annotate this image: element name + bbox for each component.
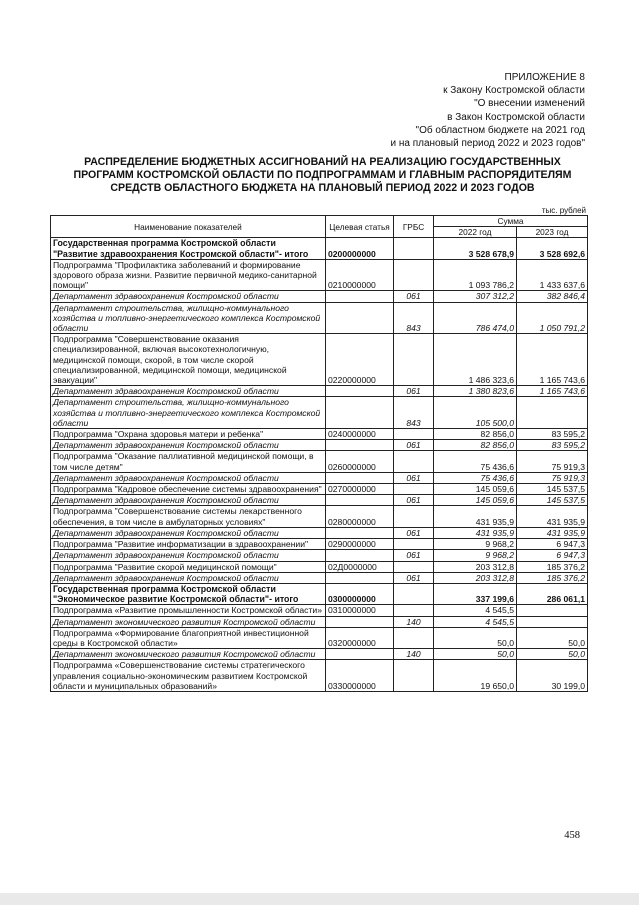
row-grbs-cell [394, 627, 434, 648]
row-code-cell [326, 550, 394, 561]
row-2023-cell: 6 947,3 [517, 539, 588, 550]
row-2023-cell: 1 165 743,6 [517, 334, 588, 386]
row-grbs-cell [394, 429, 434, 440]
row-name-cell: Департамент здравоохранения Костромской области [51, 472, 326, 483]
row-grbs-cell [394, 259, 434, 291]
page-number: 458 [564, 830, 580, 841]
row-code-cell [326, 472, 394, 483]
row-2022-cell: 75 436,6 [434, 472, 517, 483]
row-2022-cell: 337 199,6 [434, 583, 517, 604]
row-grbs-cell: 843 [394, 397, 434, 429]
row-2022-cell: 19 650,0 [434, 660, 517, 692]
row-2022-cell: 4 545,5 [434, 616, 517, 627]
row-name-cell: Департамент строительства, жилищно-коммунального хозяйства и топливно-энергетического комплекса Костромской области [51, 302, 326, 334]
row-2023-cell: 286 061,1 [517, 583, 588, 604]
table-row [51, 616, 588, 627]
row-grbs-cell: 843 [394, 302, 434, 334]
row-code-cell [326, 440, 394, 451]
row-name-cell: Департамент экономического развития Костромской области [51, 649, 326, 660]
row-code-cell: 0310000000 [326, 605, 394, 616]
row-2022-cell: 9 968,2 [434, 550, 517, 561]
row-2022-cell: 105 500,0 [434, 397, 517, 429]
table-row [51, 472, 588, 483]
header-name: Наименование показателей [51, 216, 326, 238]
row-grbs-cell [394, 583, 434, 604]
row-2023-cell: 431 935,9 [517, 506, 588, 527]
row-code-cell [326, 291, 394, 302]
row-name-cell: Департамент здравоохранения Костромской области [51, 495, 326, 506]
row-name-cell: Подпрограмма «Развитие промышленности Костромской области» [51, 605, 326, 616]
table-row [51, 302, 588, 334]
row-2023-cell: 30 199,0 [517, 660, 588, 692]
row-grbs-cell [394, 238, 434, 259]
row-code-cell [326, 397, 394, 429]
row-2022-cell: 50,0 [434, 649, 517, 660]
row-2022-cell: 145 059,6 [434, 484, 517, 495]
scan-bottom-edge [0, 893, 639, 905]
appendix-line: и на плановый период 2022 и 2023 годов" [390, 138, 585, 150]
table-row [51, 291, 588, 302]
row-grbs-cell [394, 506, 434, 527]
row-code-cell: 0260000000 [326, 451, 394, 472]
header-sum: Сумма [434, 216, 588, 227]
row-2023-cell: 145 537,5 [517, 484, 588, 495]
row-code-cell: 02Д0000000 [326, 561, 394, 572]
row-2022-cell: 203 312,8 [434, 561, 517, 572]
table-row [51, 334, 588, 386]
row-name-cell: Департамент строительства, жилищно-коммунального хозяйства и топливно-энергетического комплекса Костромской области [51, 397, 326, 429]
row-code-cell: 0280000000 [326, 506, 394, 527]
table-row [51, 484, 588, 495]
document-title [40, 156, 605, 195]
appendix-header [390, 71, 585, 150]
row-2022-cell: 431 935,9 [434, 527, 517, 538]
row-2023-cell: 185 376,2 [517, 561, 588, 572]
table-row [51, 259, 588, 291]
row-code-cell: 0200000000 [326, 238, 394, 259]
row-code-cell: 0330000000 [326, 660, 394, 692]
row-name-cell: Департамент здравоохранения Костромской области [51, 386, 326, 397]
table-row [51, 238, 588, 259]
table-row [51, 539, 588, 550]
row-2023-cell: 1 433 637,6 [517, 259, 588, 291]
row-2022-cell: 786 474,0 [434, 302, 517, 334]
row-name-cell: Департамент здравоохранения Костромской области [51, 527, 326, 538]
row-grbs-cell [394, 484, 434, 495]
row-code-cell [326, 302, 394, 334]
row-name-cell: Департамент здравоохранения Костромской области [51, 550, 326, 561]
table-row [51, 506, 588, 527]
row-grbs-cell: 061 [394, 495, 434, 506]
row-grbs-cell [394, 605, 434, 616]
row-2022-cell: 307 312,2 [434, 291, 517, 302]
row-2022-cell: 82 856,0 [434, 429, 517, 440]
row-2023-cell: 75 919,3 [517, 472, 588, 483]
table-row [51, 583, 588, 604]
row-2022-cell: 50,0 [434, 627, 517, 648]
row-name-cell: Подпрограмма «Формирование благоприятной инвестиционной среды в Костромской области» [51, 627, 326, 648]
row-name-cell: Подпрограмма «Совершенствование системы стратегического управления социально-экономическим развитием Костромской области и муниципальных образований» [51, 660, 326, 692]
row-name-cell: Подпрограмма "Охрана здоровья матери и ребенка" [51, 429, 326, 440]
table-row [51, 451, 588, 472]
row-2022-cell: 9 968,2 [434, 539, 517, 550]
row-2023-cell: 83 595,2 [517, 440, 588, 451]
table-row [51, 660, 588, 692]
row-grbs-cell [394, 451, 434, 472]
row-2022-cell: 431 935,9 [434, 506, 517, 527]
row-name-cell: Подпрограмма "Развитие информатизации в здравоохранении" [51, 539, 326, 550]
row-code-cell [326, 572, 394, 583]
row-code-cell [326, 616, 394, 627]
row-name-cell: Подпрограмма "Оказание паллиативной медицинской помощи, в том числе детям" [51, 451, 326, 472]
row-name-cell: Подпрограмма "Совершенствование системы лекарственного обеспечения, в том числе в амбулаторных условиях" [51, 506, 326, 527]
row-name-cell: Государственная программа Костромской области "Экономическое развитие Костромской области"- итого [51, 583, 326, 604]
row-name-cell: Департамент здравоохранения Костромской области [51, 291, 326, 302]
table-row [51, 605, 588, 616]
row-2023-cell: 382 846,4 [517, 291, 588, 302]
row-code-cell: 0320000000 [326, 627, 394, 648]
table-row [51, 561, 588, 572]
row-grbs-cell: 061 [394, 550, 434, 561]
appendix-line: к Закону Костромской области [443, 85, 585, 97]
row-grbs-cell: 140 [394, 649, 434, 660]
row-2022-cell: 3 528 678,9 [434, 238, 517, 259]
appendix-line: ПРИЛОЖЕНИЕ 8 [504, 72, 585, 83]
row-code-cell [326, 386, 394, 397]
units-label: тыс. рублей [541, 206, 586, 215]
row-code-cell: 0270000000 [326, 484, 394, 495]
row-name-cell: Подпрограмма "Совершенствование оказания специализированной, включая высокотехнологичную, медицинской помощи, скорой, в том числе скорой специализированной, медицинской помощи, медицинской эвакуации" [51, 334, 326, 386]
row-grbs-cell: 061 [394, 386, 434, 397]
row-grbs-cell: 061 [394, 572, 434, 583]
row-2023-cell: 1 165 743,6 [517, 386, 588, 397]
row-2023-cell: 1 050 791,2 [517, 302, 588, 334]
row-2023-cell: 83 595,2 [517, 429, 588, 440]
row-code-cell [326, 495, 394, 506]
table-row [51, 397, 588, 429]
appendix-line: в Закон Костромской области [447, 111, 585, 123]
row-name-cell: Департамент здравоохранения Костромской области [51, 440, 326, 451]
row-2022-cell: 203 312,8 [434, 572, 517, 583]
row-grbs-cell: 061 [394, 472, 434, 483]
row-code-cell: 0220000000 [326, 334, 394, 386]
header-year-2022: 2022 год [434, 227, 517, 238]
row-grbs-cell: 061 [394, 527, 434, 538]
table-row [51, 550, 588, 561]
row-code-cell: 0210000000 [326, 259, 394, 291]
row-code-cell: 0300000000 [326, 583, 394, 604]
row-name-cell: Подпрограмма "Профилактика заболеваний и формирование здорового образа жизни. Развитие первичной медико-санитарной помощи" [51, 259, 326, 291]
row-code-cell: 0240000000 [326, 429, 394, 440]
row-code-cell: 0290000000 [326, 539, 394, 550]
row-name-cell: Подпрограмма "Развитие скорой медицинской помощи" [51, 561, 326, 572]
header-code: Целевая статья [326, 216, 394, 238]
row-2023-cell: 6 947,3 [517, 550, 588, 561]
appendix-line: "Об областном бюджете на 2021 год [415, 124, 585, 136]
row-name-cell: Подпрограмма "Кадровое обеспечение системы здравоохранения" [51, 484, 326, 495]
table-row [51, 386, 588, 397]
table-row [51, 649, 588, 660]
row-2022-cell: 4 545,5 [434, 605, 517, 616]
row-2023-cell: 185 376,2 [517, 572, 588, 583]
table-row [51, 572, 588, 583]
appendix-line: "О внесении изменений [474, 98, 585, 110]
table-row [51, 429, 588, 440]
row-2023-cell: 50,0 [517, 649, 588, 660]
row-grbs-cell [394, 660, 434, 692]
row-name-cell: Департамент экономического развития Костромской области [51, 616, 326, 627]
row-grbs-cell: 140 [394, 616, 434, 627]
row-grbs-cell [394, 539, 434, 550]
row-2022-cell: 1 093 786,2 [434, 259, 517, 291]
row-2022-cell: 145 059,6 [434, 495, 517, 506]
table-row [51, 627, 588, 648]
row-name-cell: Департамент здравоохранения Костромской области [51, 572, 326, 583]
table-row [51, 527, 588, 538]
title-line: СРЕДСТВ ОБЛАСТНОГО БЮДЖЕТА НА ПЛАНОВЫЙ ПЕРИОД 2022 И 2023 ГОДОВ [110, 182, 535, 194]
row-2022-cell: 75 436,6 [434, 451, 517, 472]
header-grbs: ГРБС [394, 216, 434, 238]
row-2023-cell: 50,0 [517, 627, 588, 648]
row-2023-cell [517, 605, 588, 616]
title-line: ПРОГРАММ КОСТРОМСКОЙ ОБЛАСТИ ПО ПОДПРОГРАММАМ И ГЛАВНЫМ РАСПОРЯДИТЕЛЯМ [73, 169, 572, 181]
row-2022-cell: 1 380 823,6 [434, 386, 517, 397]
row-2023-cell: 431 935,9 [517, 527, 588, 538]
row-2023-cell: 75 919,3 [517, 451, 588, 472]
row-2023-cell: 3 528 692,6 [517, 238, 588, 259]
header-year-2023: 2023 год [517, 227, 588, 238]
table-row [51, 495, 588, 506]
row-code-cell [326, 527, 394, 538]
row-2022-cell: 82 856,0 [434, 440, 517, 451]
row-grbs-cell [394, 334, 434, 386]
row-name-cell: Государственная программа Костромской области "Развитие здравоохранения Костромской области"- итого [51, 238, 326, 259]
row-grbs-cell: 061 [394, 440, 434, 451]
row-2023-cell [517, 616, 588, 627]
row-2023-cell: 145 537,5 [517, 495, 588, 506]
row-grbs-cell: 061 [394, 291, 434, 302]
table-row [51, 440, 588, 451]
title-line: РАСПРЕДЕЛЕНИЕ БЮДЖЕТНЫХ АССИГНОВАНИЙ НА РЕАЛИЗАЦИЮ ГОСУДАРСТВЕННЫХ [84, 156, 561, 168]
row-code-cell [326, 649, 394, 660]
budget-table [50, 215, 588, 692]
table-body [51, 238, 588, 692]
row-grbs-cell [394, 561, 434, 572]
row-2023-cell [517, 397, 588, 429]
row-2022-cell: 1 486 323,6 [434, 334, 517, 386]
